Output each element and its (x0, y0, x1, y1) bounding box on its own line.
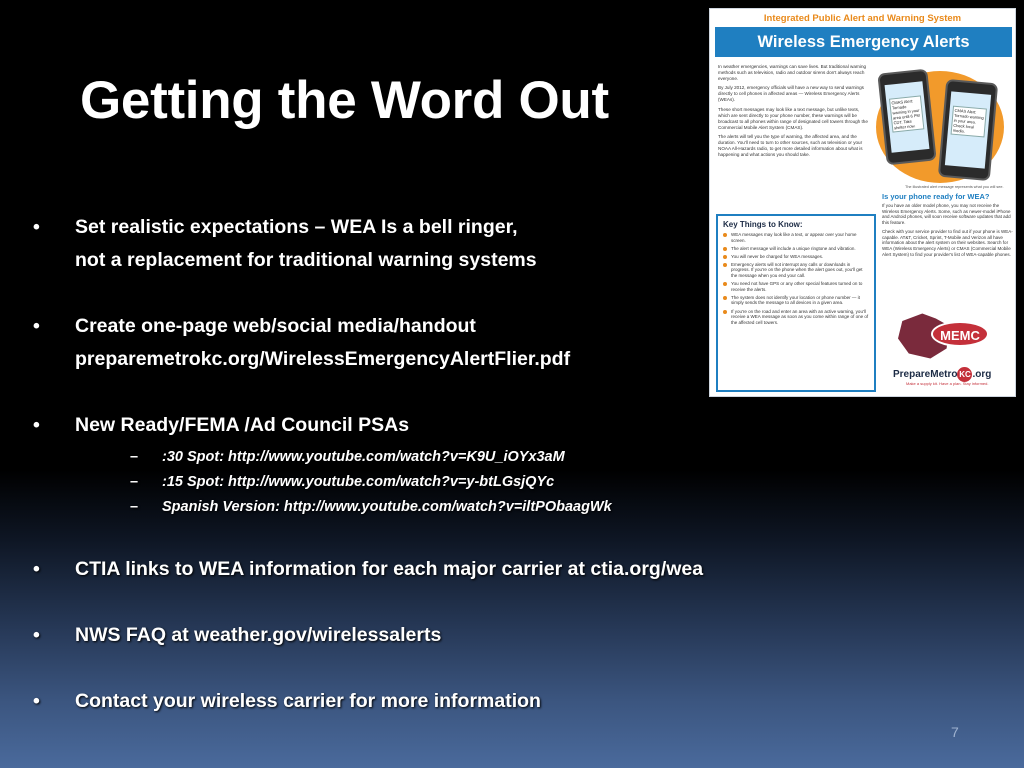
bullet-line: Contact your wireless carrier for more information (75, 690, 541, 712)
flier-intro-paragraph: The alerts will tell you the type of warning, the affected area, and the duration. You'll need to turn to other sources, such as television or your NOAA All-Hazards radio, to get more detailed information about what is happening and what actions you should take. (718, 133, 863, 158)
bullet-glyph: • (33, 690, 40, 712)
key-thing-text: You need not have GPS or any other special features turned on to receive the alerts. (731, 281, 863, 292)
orange-bullet-icon (723, 282, 727, 286)
bullet-line: not a replacement for traditional warning systems (75, 249, 537, 271)
psa-link-item[interactable] (75, 445, 933, 470)
bullet-line: CTIA links to WEA information for each major carrier at ctia.org/wea (75, 558, 704, 580)
flier-tagline: Make a supply kit. Have a plan. Stay informed. (906, 381, 989, 386)
sub-bullet-glyph: – (130, 499, 139, 515)
kc-circle-icon: KC (957, 367, 972, 382)
key-thing-item (723, 309, 869, 326)
key-thing-item (723, 281, 869, 292)
key-thing-item (723, 246, 869, 252)
orange-bullet-icon (723, 310, 727, 314)
bullet-item (33, 685, 933, 718)
bullet-glyph: • (33, 315, 40, 337)
phone-ready-text: If you have an older model phone, you may not receive the Wireless Emergency Alerts. Some, such as newer-model iPhone and Android phones, will soon receive software updates that add this feature. (882, 203, 1011, 226)
psa-sub-list (75, 445, 933, 520)
key-things-box (716, 214, 876, 392)
bullet-line: NWS FAQ at weather.gov/wirelessalerts (75, 624, 442, 646)
key-thing-item (723, 232, 869, 243)
phone-alert-message: CMAS Alert: Tornado warning in your area until 6 PM CDT. Take shelter now. (889, 95, 924, 132)
bullet-item (33, 409, 933, 520)
key-thing-text: The system does not identify your location or phone number — it simply sends the message to all devices in a given area. (731, 294, 860, 306)
bullet-line: Set realistic expectations – WEA Is a bell ringer, (75, 216, 518, 238)
flier-intro-paragraph: In weather emergencies, warnings can save lives. But traditional warning methods such as television, radio and outdoor sirens don't always reach everyone. (718, 64, 867, 82)
preparemetrokc-logo (893, 367, 1013, 382)
key-thing-text: Emergency alerts will not interrupt any calls or downloads in progress. If you're on the phone when the alert goes out, you'll get the message when you end your call. (731, 261, 863, 279)
bullet-spacer (33, 586, 933, 619)
phone-ready-text: Check with your service provider to find out if your phone is WEA-capable. AT&T, Cricket, Sprint, T-Mobile and Verizon all have information about the alert system on their websites. Search for WEA (Wireless Emergency Alerts) or CMAS (Commercial Mobile Alert System) to find your provider's list of WEA-capable phones. (882, 228, 1013, 257)
phone-illustration (938, 79, 998, 181)
flier-intro-paragraph: By July 2012, emergency officials will have a new way to send warnings directly to cell phones in affected areas — Wireless Emergency Alerts (WEAs). (718, 85, 864, 103)
orange-bullet-icon (723, 233, 727, 237)
bullet-glyph: • (33, 558, 40, 580)
orange-bullet-icon (723, 247, 727, 251)
sub-bullet-glyph: – (130, 474, 139, 490)
flier-banner: Wireless Emergency Alerts (715, 27, 1012, 57)
bullet-spacer (33, 652, 933, 685)
sub-bullet-glyph: – (130, 449, 139, 465)
phones-caption: The illustrated alert message represents what you will see. (905, 185, 1004, 189)
brand-prefix: PrepareMetro (893, 369, 958, 380)
bullet-item (33, 553, 933, 586)
bullet-glyph: • (33, 414, 40, 436)
slide-title: Getting the Word Out (80, 71, 609, 130)
bullet-line: New Ready/FEMA /Ad Council PSAs (75, 414, 410, 436)
flier-intro (718, 64, 870, 161)
key-thing-text: WEA messages may look like a text, or appear over your home screen. (731, 232, 857, 243)
phone-alert-message: CMAS Alert: Tornado warning in your area. Check local media. (951, 106, 987, 138)
slide-page-number: 7 (951, 724, 959, 740)
orange-bullet-icon (723, 255, 727, 259)
key-thing-item (723, 254, 869, 260)
orange-bullet-icon (723, 263, 727, 267)
key-thing-text: If you're on the road and enter an area with an active warning, you'll receive a WEA message as soon as you come within range of one of the affected cell towers. (731, 308, 869, 325)
key-thing-item (723, 262, 869, 279)
bullet-glyph: • (33, 216, 40, 238)
key-thing-text: The alert message will include a unique ringtone and vibration. (731, 245, 856, 251)
bullet-item (33, 619, 933, 652)
psa-link-item[interactable] (75, 495, 933, 520)
phone-screen (945, 91, 991, 168)
orange-bullet-icon (723, 296, 727, 300)
flier-intro-paragraph: These short messages may look like a text message, but unlike texts, which are sent directly to your phone number, these warnings will be broadcast to all phones within range of designated cell towers through the Commercial Mobile Alert System (CMAS). (718, 106, 868, 130)
key-things-title: Key Things to Know: (723, 220, 803, 229)
key-thing-text: You will never be charged for WEA messages. (731, 253, 824, 259)
bullet-glyph: • (33, 624, 40, 646)
bullet-line: Create one-page web/social media/handout (75, 315, 476, 337)
key-thing-item (723, 295, 869, 306)
brand-suffix: .org (972, 369, 992, 380)
wea-flier-image (709, 8, 1016, 397)
memc-logo: MEMC (931, 321, 989, 347)
phone-illustration (877, 69, 936, 166)
psa-link-text[interactable]: Spanish Version: http://www.youtube.com/watch?v=iltPObaagWk (162, 499, 612, 515)
flier-link[interactable]: preparemetrokc.org/WirelessEmergencyAlertFlier.pdf (75, 348, 571, 370)
phone-ready-title: Is your phone ready for WEA? (882, 192, 990, 201)
phone-screen (885, 81, 930, 153)
phone-ready-section (882, 192, 1014, 260)
psa-link-item[interactable] (75, 470, 933, 495)
psa-link-text[interactable]: :15 Spot: http://www.youtube.com/watch?v=y-btLGsjQYc (162, 474, 555, 490)
flier-header: Integrated Public Alert and Warning System (763, 13, 962, 24)
psa-link-text[interactable]: :30 Spot: http://www.youtube.com/watch?v=K9U_iOYx3aM (162, 449, 565, 465)
bullet-spacer (33, 520, 933, 553)
